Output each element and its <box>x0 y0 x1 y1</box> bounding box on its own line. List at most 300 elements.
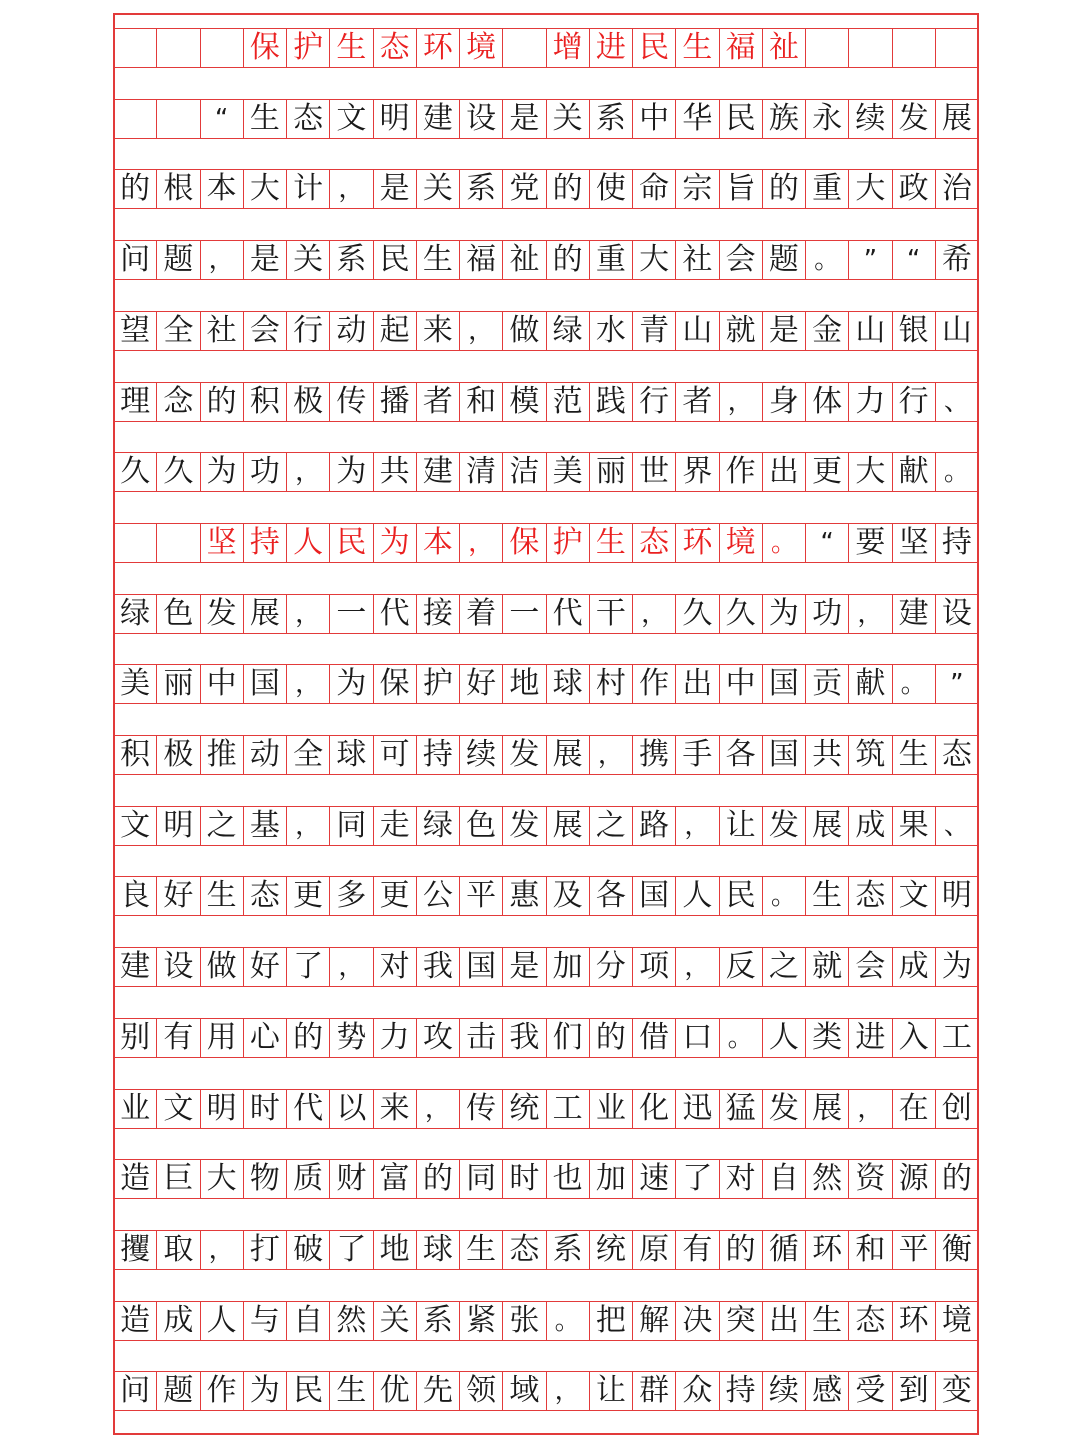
grid-cell: 循 <box>763 1231 806 1269</box>
grid-cell: 打 <box>244 1231 287 1269</box>
grid-row <box>113 1371 979 1411</box>
grid-cell: 的 <box>720 1231 763 1269</box>
grid-cell: 果 <box>893 807 936 845</box>
grid-cell: 及 <box>547 877 590 915</box>
grid-cell: 巨 <box>157 1160 200 1198</box>
grid-cell: 中 <box>720 665 763 703</box>
grid-cell: 民 <box>287 1372 330 1410</box>
grid-cell: 资 <box>849 1160 892 1198</box>
grid-cell: 作 <box>201 1372 244 1410</box>
grid-cell: 为 <box>201 453 244 491</box>
grid-cell: 建 <box>893 595 936 633</box>
grid-cell: 的 <box>547 241 590 279</box>
grid-cell: 发 <box>503 736 546 774</box>
grid-cell: 动 <box>244 736 287 774</box>
grid-cell: 好 <box>157 877 200 915</box>
grid-cell <box>201 29 244 67</box>
grid-cell: 力 <box>374 1019 417 1057</box>
grid-cell: 态 <box>374 29 417 67</box>
grid-row <box>113 806 979 846</box>
grid-cell: ， <box>417 1090 460 1128</box>
grid-cell: 银 <box>893 312 936 350</box>
grid-cell: 大 <box>849 453 892 491</box>
grid-cell: 众 <box>676 1372 719 1410</box>
grid-cell: 让 <box>720 807 763 845</box>
grid-cell: 本 <box>417 524 460 562</box>
grid-cell: 着 <box>460 595 503 633</box>
grid-cell: 山 <box>676 312 719 350</box>
grid-cell: 财 <box>330 1160 373 1198</box>
grid-cell: 为 <box>374 524 417 562</box>
grid-cell: 做 <box>201 948 244 986</box>
grid-cell: 界 <box>676 453 719 491</box>
grid-cell: 自 <box>287 1302 330 1340</box>
grid-cell: 山 <box>936 312 979 350</box>
grid-cell: 生 <box>244 100 287 138</box>
grid-cell: 保 <box>244 29 287 67</box>
grid-row <box>113 947 979 987</box>
grid-cell: 共 <box>374 453 417 491</box>
grid-cell: 生 <box>330 1372 373 1410</box>
grid-cell: 是 <box>503 948 546 986</box>
grid-cell: 美 <box>114 665 157 703</box>
grid-cell: 基 <box>244 807 287 845</box>
grid-cell: 清 <box>460 453 503 491</box>
grid-cell: ， <box>201 241 244 279</box>
grid-cell: 统 <box>503 1090 546 1128</box>
grid-cell <box>936 29 979 67</box>
grid-cell: 态 <box>936 736 979 774</box>
grid-cell <box>114 100 157 138</box>
grid-cell: 族 <box>763 100 806 138</box>
grid-cell: 要 <box>849 524 892 562</box>
grid-cell: 、 <box>936 807 979 845</box>
grid-cell: 感 <box>806 1372 849 1410</box>
grid-cell: 态 <box>503 1231 546 1269</box>
grid-cell: ” <box>936 665 979 703</box>
grid-cell: 进 <box>590 29 633 67</box>
grid-cell: 明 <box>374 100 417 138</box>
grid-cell: 全 <box>287 736 330 774</box>
grid-cell: 播 <box>374 383 417 421</box>
grid-cell: 成 <box>849 807 892 845</box>
grid-cell: 起 <box>374 312 417 350</box>
grid-cell: 就 <box>806 948 849 986</box>
grid-cell: 。 <box>893 665 936 703</box>
grid-cell: 福 <box>720 29 763 67</box>
grid-cell: 展 <box>547 736 590 774</box>
grid-cell: 祉 <box>503 241 546 279</box>
grid-cell: 好 <box>244 948 287 986</box>
grid-cell: 护 <box>547 524 590 562</box>
grid-cell: 对 <box>720 1160 763 1198</box>
grid-row <box>113 169 979 209</box>
grid-cell: 旨 <box>720 170 763 208</box>
grid-cell: 根 <box>157 170 200 208</box>
grid-cell: 之 <box>590 807 633 845</box>
grid-cell: 发 <box>893 100 936 138</box>
grid-cell: 献 <box>893 453 936 491</box>
grid-cell: 的 <box>114 170 157 208</box>
grid-cell: 时 <box>503 1160 546 1198</box>
grid-cell: 态 <box>244 877 287 915</box>
grid-cell: “ <box>806 524 849 562</box>
grid-cell: 成 <box>157 1302 200 1340</box>
grid-cell: 了 <box>676 1160 719 1198</box>
grid-cell: 水 <box>590 312 633 350</box>
grid-cell: 球 <box>330 736 373 774</box>
grid-cell: 的 <box>201 383 244 421</box>
grid-cell: 续 <box>763 1372 806 1410</box>
grid-cell: 源 <box>893 1160 936 1198</box>
grid-cell: ， <box>849 1090 892 1128</box>
grid-cell: 生 <box>590 524 633 562</box>
grid-cell: 保 <box>374 665 417 703</box>
grid-cell: 会 <box>720 241 763 279</box>
grid-cell: 用 <box>201 1019 244 1057</box>
grid-cell: 党 <box>503 170 546 208</box>
grid-cell: 同 <box>460 1160 503 1198</box>
grid-cell: 续 <box>849 100 892 138</box>
grid-cell: 环 <box>893 1302 936 1340</box>
grid-cell: 希 <box>936 241 979 279</box>
grid-cell: 治 <box>936 170 979 208</box>
grid-cell: 国 <box>763 665 806 703</box>
grid-row <box>113 664 979 704</box>
grid-cell: 和 <box>849 1231 892 1269</box>
grid-cell: 久 <box>676 595 719 633</box>
grid-cell: 文 <box>330 100 373 138</box>
grid-cell <box>114 524 157 562</box>
grid-cell: 者 <box>417 383 460 421</box>
grid-cell: ， <box>633 595 676 633</box>
grid-cell: 功 <box>806 595 849 633</box>
grid-cell: 发 <box>201 595 244 633</box>
grid-row <box>113 240 979 280</box>
grid-cell: 的 <box>547 170 590 208</box>
grid-cell: 中 <box>201 665 244 703</box>
grid-cell: 绿 <box>417 807 460 845</box>
grid-cell: 出 <box>763 453 806 491</box>
grid-cell: 把 <box>590 1302 633 1340</box>
grid-cell: 民 <box>374 241 417 279</box>
grid-cell: 加 <box>590 1160 633 1198</box>
grid-cell: 多 <box>330 877 373 915</box>
grid-cell: 有 <box>676 1231 719 1269</box>
grid-cell: ， <box>330 948 373 986</box>
grid-cell: 传 <box>460 1090 503 1128</box>
grid-cell: 优 <box>374 1372 417 1410</box>
grid-row <box>113 382 979 422</box>
grid-cell: 环 <box>806 1231 849 1269</box>
grid-cell: 命 <box>633 170 676 208</box>
grid-cell: 保 <box>503 524 546 562</box>
grid-cell: 展 <box>806 1090 849 1128</box>
grid-cell: 增 <box>547 29 590 67</box>
grid-cell: 。 <box>720 1019 763 1057</box>
grid-cell: 。 <box>547 1302 590 1340</box>
grid-row <box>113 99 979 139</box>
grid-cell: 人 <box>287 524 330 562</box>
grid-cell: 良 <box>114 877 157 915</box>
grid-cell: 题 <box>157 241 200 279</box>
grid-cell: 国 <box>460 948 503 986</box>
grid-cell: 国 <box>244 665 287 703</box>
grid-cell: 发 <box>763 1090 806 1128</box>
grid-cell: ， <box>201 1231 244 1269</box>
grid-cell: 环 <box>417 29 460 67</box>
grid-cell: 的 <box>287 1019 330 1057</box>
grid-row <box>113 1159 979 1199</box>
grid-cell: 功 <box>244 453 287 491</box>
grid-cell: 丽 <box>157 665 200 703</box>
grid-cell: 时 <box>244 1090 287 1128</box>
grid-cell: 各 <box>590 877 633 915</box>
grid-cell: 代 <box>374 595 417 633</box>
grid-cell: 各 <box>720 736 763 774</box>
grid-cell: 生 <box>417 241 460 279</box>
grid-cell: 携 <box>633 736 676 774</box>
grid-cell: 政 <box>893 170 936 208</box>
grid-cell: 积 <box>244 383 287 421</box>
grid-cell: 关 <box>547 100 590 138</box>
grid-cell: ， <box>590 736 633 774</box>
grid-cell: 久 <box>114 453 157 491</box>
grid-cell: 坚 <box>201 524 244 562</box>
grid-cell: 们 <box>547 1019 590 1057</box>
grid-cell: 决 <box>676 1302 719 1340</box>
grid-cell: 物 <box>244 1160 287 1198</box>
grid-cell: 然 <box>330 1302 373 1340</box>
grid-cell: 出 <box>676 665 719 703</box>
grid-cell: 心 <box>244 1019 287 1057</box>
grid-cell: 是 <box>503 100 546 138</box>
grid-cell: 别 <box>114 1019 157 1057</box>
grid-cell: 永 <box>806 100 849 138</box>
grid-cell: 平 <box>460 877 503 915</box>
grid-row <box>113 523 979 563</box>
grid-cell: 为 <box>763 595 806 633</box>
grid-cell: 绿 <box>114 595 157 633</box>
grid-cell: 来 <box>417 312 460 350</box>
grid-cell: 统 <box>590 1231 633 1269</box>
grid-row <box>113 594 979 634</box>
grid-cell: ” <box>849 241 892 279</box>
grid-cell: 色 <box>157 595 200 633</box>
grid-cell: 了 <box>287 948 330 986</box>
grid-cell: 展 <box>806 807 849 845</box>
grid-cell: 解 <box>633 1302 676 1340</box>
grid-cell: 攻 <box>417 1019 460 1057</box>
grid-cell: 生 <box>806 877 849 915</box>
grid-cell: 持 <box>936 524 979 562</box>
grid-cell: 系 <box>547 1231 590 1269</box>
grid-cell: 生 <box>330 29 373 67</box>
grid-cell: 手 <box>676 736 719 774</box>
grid-cell: 山 <box>849 312 892 350</box>
grid-cell: 以 <box>330 1090 373 1128</box>
grid-cell: 文 <box>893 877 936 915</box>
grid-cell: 丽 <box>590 453 633 491</box>
grid-cell: 力 <box>849 383 892 421</box>
grid-cell: 社 <box>201 312 244 350</box>
grid-cell: 国 <box>633 877 676 915</box>
grid-cell: 大 <box>849 170 892 208</box>
grid-cell: 态 <box>849 877 892 915</box>
grid-cell: 为 <box>936 948 979 986</box>
grid-cell: 念 <box>157 383 200 421</box>
grid-cell: 传 <box>330 383 373 421</box>
grid-cell: ， <box>849 595 892 633</box>
grid-cell: 持 <box>720 1372 763 1410</box>
grid-cell: 范 <box>547 383 590 421</box>
grid-cell: 系 <box>417 1302 460 1340</box>
grid-cell: 为 <box>244 1372 287 1410</box>
grid-cell: 原 <box>633 1231 676 1269</box>
grid-cell: 分 <box>590 948 633 986</box>
grid-cell: 持 <box>244 524 287 562</box>
grid-cell: 有 <box>157 1019 200 1057</box>
grid-cell: 。 <box>936 453 979 491</box>
grid-cell: 大 <box>201 1160 244 1198</box>
grid-cell: 望 <box>114 312 157 350</box>
grid-cell: 续 <box>460 736 503 774</box>
grid-cell: 代 <box>287 1090 330 1128</box>
grid-cell: 的 <box>590 1019 633 1057</box>
grid-cell <box>849 29 892 67</box>
grid-cell: 境 <box>720 524 763 562</box>
grid-cell: 成 <box>893 948 936 986</box>
grid-cell: 。 <box>763 877 806 915</box>
grid-cell: 人 <box>763 1019 806 1057</box>
grid-cell: 的 <box>936 1160 979 1198</box>
grid-cell: 作 <box>633 665 676 703</box>
grid-cell: ， <box>330 170 373 208</box>
grid-cell: 关 <box>374 1302 417 1340</box>
grid-cell: 更 <box>374 877 417 915</box>
grid-cell: 然 <box>806 1160 849 1198</box>
grid-cell: 生 <box>201 877 244 915</box>
grid-cell: 明 <box>157 807 200 845</box>
grid-cell: 民 <box>720 100 763 138</box>
grid-cell: 会 <box>244 312 287 350</box>
grid-cell <box>503 29 546 67</box>
grid-cell: 是 <box>244 241 287 279</box>
grid-cell: 业 <box>590 1090 633 1128</box>
grid-cell <box>806 29 849 67</box>
grid-cell: 全 <box>157 312 200 350</box>
grid-cell: 国 <box>763 736 806 774</box>
grid-row <box>113 1301 979 1341</box>
grid-cell: 的 <box>763 170 806 208</box>
grid-cell: 攫 <box>114 1231 157 1269</box>
grid-cell: 的 <box>417 1160 460 1198</box>
grid-cell: 走 <box>374 807 417 845</box>
grid-cell: 。 <box>763 524 806 562</box>
grid-cell: 入 <box>893 1019 936 1057</box>
grid-cell: 持 <box>417 736 460 774</box>
grid-cell: 绿 <box>547 312 590 350</box>
grid-cell: ， <box>547 1372 590 1410</box>
grid-cell: 身 <box>763 383 806 421</box>
grid-cell: 平 <box>893 1231 936 1269</box>
grid-cell: 接 <box>417 595 460 633</box>
grid-cell: 推 <box>201 736 244 774</box>
grid-cell: 青 <box>633 312 676 350</box>
grid-cell: 地 <box>503 665 546 703</box>
grid-cell: 就 <box>720 312 763 350</box>
grid-cell: 久 <box>720 595 763 633</box>
grid-cell: 了 <box>330 1231 373 1269</box>
grid-cell: 出 <box>763 1302 806 1340</box>
grid-cell: 村 <box>590 665 633 703</box>
grid-cell: 发 <box>503 807 546 845</box>
grid-cell: 干 <box>590 595 633 633</box>
grid-cell: 关 <box>417 170 460 208</box>
grid-cell: 项 <box>633 948 676 986</box>
grid-cell: 也 <box>547 1160 590 1198</box>
grid-cell: 迅 <box>676 1090 719 1128</box>
grid-cell: 代 <box>547 595 590 633</box>
grid-cell: 口 <box>676 1019 719 1057</box>
grid-cell: 民 <box>633 29 676 67</box>
grid-cell: ， <box>460 312 503 350</box>
grid-row <box>113 452 979 492</box>
grid-cell: 极 <box>287 383 330 421</box>
grid-row <box>113 311 979 351</box>
grid-cell: ， <box>287 665 330 703</box>
grid-cell: 化 <box>633 1090 676 1128</box>
grid-cell: 模 <box>503 383 546 421</box>
grid-cell: 问 <box>114 241 157 279</box>
grid-cell: 领 <box>460 1372 503 1410</box>
grid-cell: 系 <box>460 170 503 208</box>
grid-cell: 进 <box>849 1019 892 1057</box>
grid-cell: 建 <box>114 948 157 986</box>
grid-cell: 本 <box>201 170 244 208</box>
grid-cell: “ <box>893 241 936 279</box>
grid-cell: 题 <box>763 241 806 279</box>
grid-cell: 。 <box>806 241 849 279</box>
grid-cell: ， <box>460 524 503 562</box>
grid-cell: 久 <box>157 453 200 491</box>
grid-cell: 势 <box>330 1019 373 1057</box>
grid-cell: 生 <box>460 1231 503 1269</box>
grid-cell: 加 <box>547 948 590 986</box>
grid-row <box>113 735 979 775</box>
grid-cell: 系 <box>590 100 633 138</box>
grid-cell: 造 <box>114 1160 157 1198</box>
grid-cell: 造 <box>114 1302 157 1340</box>
grid-cell: ， <box>287 453 330 491</box>
grid-cell: 更 <box>287 877 330 915</box>
grid-cell: 文 <box>157 1090 200 1128</box>
grid-cell: 洁 <box>503 453 546 491</box>
grid-cell: 衡 <box>936 1231 979 1269</box>
grid-cell: 是 <box>374 170 417 208</box>
grid-cell: 明 <box>936 877 979 915</box>
grid-cell: “ <box>201 100 244 138</box>
grid-cell: 球 <box>417 1231 460 1269</box>
grid-cell: 工 <box>936 1019 979 1057</box>
grid-cell: 生 <box>676 29 719 67</box>
grid-cell: 作 <box>720 453 763 491</box>
grid-cell: 题 <box>157 1372 200 1410</box>
grid-cell: 献 <box>849 665 892 703</box>
grid-cell: 公 <box>417 877 460 915</box>
grid-cell: 生 <box>893 736 936 774</box>
grid-cell: 我 <box>417 948 460 986</box>
